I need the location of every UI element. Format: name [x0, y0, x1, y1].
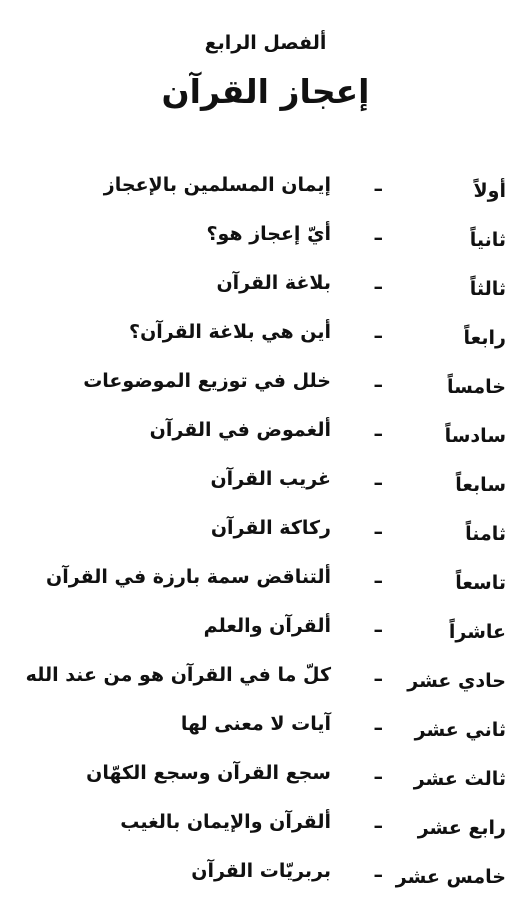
toc-topic: سجع القرآن وسجع الكهّان [86, 762, 331, 784]
toc-ordinal: أولاً [473, 180, 506, 202]
toc-row [0, 272, 531, 321]
toc-separator: – [373, 815, 383, 837]
toc-ordinal: ثانياً [469, 229, 506, 251]
toc-row [0, 419, 531, 468]
toc-topic: أين هي بلاغة القرآن؟ [129, 321, 331, 343]
toc-topic: بربريّات القرآن [191, 860, 331, 882]
toc-ordinal: تاسعاً [455, 572, 506, 594]
toc-topic: ألقرآن والإيمان بالغيب [120, 811, 331, 833]
toc-ordinal: ثالث عشر [413, 768, 506, 790]
toc-separator: – [373, 766, 383, 788]
toc-ordinal: خامساً [446, 376, 506, 398]
toc-ordinal: رابعاً [463, 327, 506, 349]
table-of-contents [0, 174, 531, 909]
toc-topic: إيمان المسلمين بالإعجاز [103, 174, 331, 196]
chapter-label: ألفصل الرابع [204, 32, 327, 54]
toc-row [0, 468, 531, 517]
toc-separator: – [373, 227, 383, 249]
toc-row [0, 762, 531, 811]
toc-row [0, 664, 531, 713]
toc-separator: – [373, 864, 383, 886]
toc-separator: – [373, 521, 383, 543]
toc-row [0, 713, 531, 762]
toc-ordinal: ثالثاً [469, 278, 506, 300]
toc-topic: ألغموض في القرآن [149, 419, 331, 441]
toc-separator: – [373, 619, 383, 641]
toc-ordinal: عاشراً [448, 621, 506, 643]
toc-topic: غريب القرآن [210, 468, 331, 490]
toc-ordinal: ثاني عشر [414, 719, 506, 741]
toc-topic: أيّ إعجاز هو؟ [206, 223, 331, 245]
toc-topic: ألقرآن والعلم [203, 615, 331, 637]
toc-separator: – [373, 717, 383, 739]
toc-separator: – [373, 570, 383, 592]
toc-row [0, 223, 531, 272]
toc-ordinal: ثامناً [465, 523, 506, 545]
toc-ordinal: سادساً [444, 425, 506, 447]
toc-topic: ألتناقض سمة بارزة في القرآن [46, 566, 331, 588]
toc-row [0, 321, 531, 370]
toc-separator: – [373, 325, 383, 347]
toc-topic: آيات لا معنى لها [180, 713, 331, 735]
toc-separator: – [373, 472, 383, 494]
toc-separator: – [373, 374, 383, 396]
toc-row [0, 615, 531, 664]
toc-separator: – [373, 668, 383, 690]
toc-separator: – [373, 276, 383, 298]
toc-topic: بلاغة القرآن [216, 272, 331, 294]
toc-row [0, 860, 531, 909]
toc-row [0, 811, 531, 860]
toc-row [0, 517, 531, 566]
toc-topic: كلّ ما في القرآن هو من عند الله [25, 664, 331, 686]
toc-separator: – [373, 178, 383, 200]
toc-row [0, 566, 531, 615]
toc-ordinal: سابعاً [455, 474, 506, 496]
toc-ordinal: حادي عشر [407, 670, 506, 692]
page-title: إعجاز القرآن [161, 72, 370, 111]
toc-ordinal: خامس عشر [395, 866, 506, 888]
toc-row [0, 370, 531, 419]
toc-separator: – [373, 423, 383, 445]
toc-topic: ركاكة القرآن [210, 517, 331, 539]
toc-ordinal: رابع عشر [417, 817, 506, 839]
toc-row [0, 174, 531, 223]
toc-topic: خلل في توزيع الموضوعات [83, 370, 331, 392]
